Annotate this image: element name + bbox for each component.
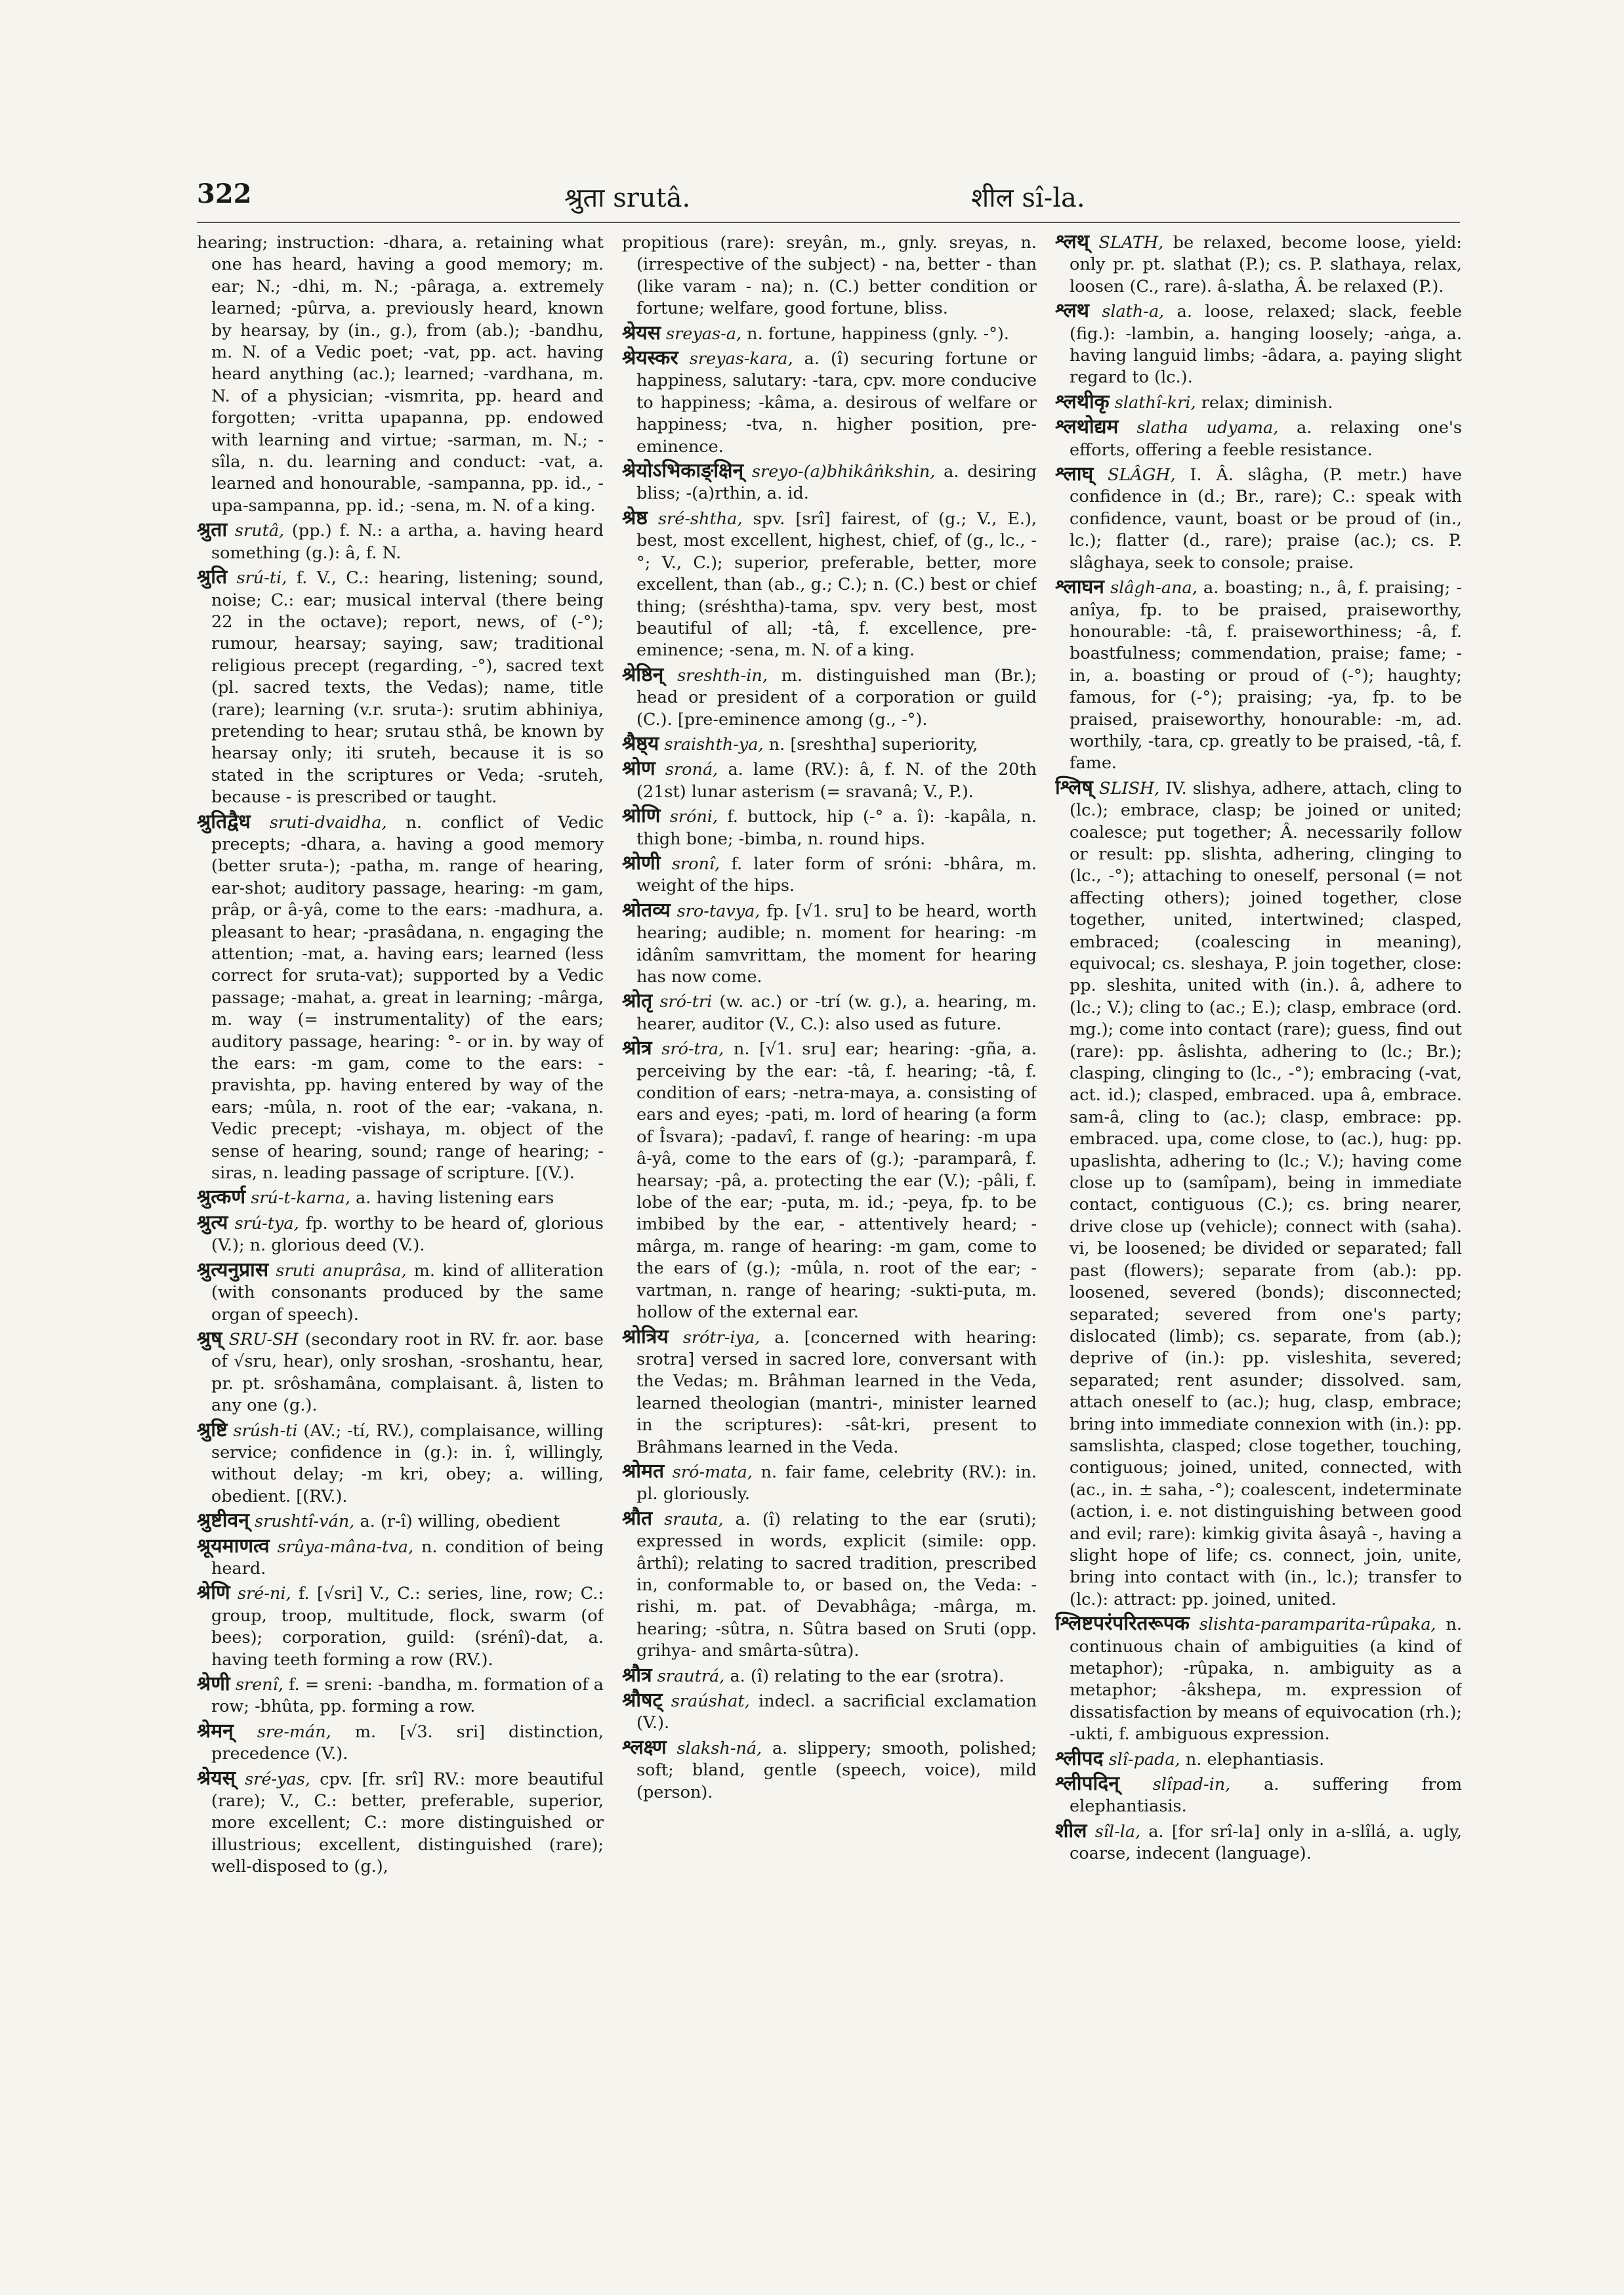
headword: श्रेयस [622, 321, 661, 344]
transliteration: srúsh-ti [233, 1420, 298, 1441]
definition: a. (î) securing fortune or happiness, salutary: -tara, cpv. more conducive to happiness; -kâma, a. desirous of welfare or happiness; -tva, n. higher position, pre-eminence. [636, 349, 1037, 457]
definition: a. (î) relating to the ear (srotra). [730, 1666, 1005, 1686]
definition: n. continuous chain of ambiguities (a kind of metaphor); -rûpaka, n. ambiguity as a metaphor; -âkshepa, m. expression of dissatisfaction by means of equivocation (rh.); -ukti, f. ambiguous expression. [1070, 1615, 1462, 1745]
left-head-word: श्रुता srutâ. [564, 183, 691, 213]
definition: n. condition of being heard. [211, 1537, 604, 1579]
column-3 [1055, 231, 1462, 2016]
headword: श्रुष् [197, 1327, 222, 1350]
definition: a. [concerned with hearing: srotra] versed in sacred lore, conversant with the Vedas; m. Brâhman learned in the Veda, learned theologian (mantri-, minister learned in the scriptures): -sât-kri, present to Brâhmans learned in the Veda. [636, 1327, 1037, 1457]
dictionary-entry [197, 519, 604, 564]
transliteration: sro-tavya, [677, 901, 760, 921]
transliteration: sróni, [669, 807, 718, 827]
right-head-word: शील sî-la. [971, 183, 1085, 213]
headword: श्लिष् [1055, 775, 1093, 799]
definition: m. distinguished man (Br.); head or president of a corporation or guild (C.). [pre-eminence among (g., -°). [636, 665, 1037, 730]
definition: n. conflict of Vedic precepts; -dhara, a. having a good memory (better sruta-); -patha, m. range of hearing, ear-shot; auditory passage, hearing: -m gam, prâp, or â-yâ, come to the ears: -madhura, a. pleasant to hear; -prasâdana, n. engaging the attention; -mat, a. having ears; learned (less correct for sruta-vat); supported by a Vedic passage; -mahat, a. great in learning; -mârga, m. way (= instrumentality) of the ears; auditory passage, hearing: °- or in. by way of the ears: -m gam, come to the ears: -pravishta, pp. having entered by way of the ears; -mûla, n. root of the ear; -vakana, n. Vedic precept; -vishaya, m. object of the sense of hearing, sound; range of hearing; -siras, n. leading passage of scripture. [(V.). [211, 812, 604, 1184]
headword: श्रोतृ [622, 989, 653, 1013]
dictionary-entry [197, 1328, 604, 1417]
definition: f. V., C.: hearing, listening; sound, noise; C.: ear; musical interval (there being 22 in the octave); report, news, of (-°); rumour, hearsay; saying, saw; traditional religious precept (regarding, -°), sacred text (pl. sacred texts, the Vedas); name, title (rare); learning (v.r. sruta-): srutim abhiniya, pretending to hear; srutau sthâ, be known by hearsay only; iti sruteh, because it is so stated in the scriptures or Veda; -sruteh, because - is prescribed or taught. [211, 568, 604, 808]
running-header [197, 176, 1460, 215]
dictionary-entry [622, 805, 1037, 850]
dictionary-entry [197, 1259, 604, 1326]
dictionary-entry [197, 231, 604, 517]
dictionary-entry [1055, 1820, 1462, 1865]
headword: श्रेणी [197, 1672, 230, 1695]
transliteration: srûya-mâna-tva, [277, 1537, 414, 1557]
definition: a. relaxing one's efforts, offering a feeble resistance. [1070, 418, 1462, 460]
definition: f. [√sri] V., C.: series, line, row; C.: group, troop, multitude, flock, swarm (of bees); corporation, guild: (srénî)-dat, a. having teeth forming a row (RV.). [211, 1584, 604, 1670]
transliteration: sreyo-(a)bhikâṅkshin, [751, 462, 936, 482]
dictionary-entry [197, 1186, 604, 1209]
dictionary-entry [1055, 1748, 1462, 1771]
transliteration: SRU-SH [228, 1329, 299, 1350]
definition: a. having listening ears [356, 1188, 554, 1209]
transliteration: slatha udyama, [1136, 418, 1279, 438]
dictionary-entry [1055, 231, 1462, 298]
transliteration: slathî-kri, [1114, 392, 1196, 413]
header-rule [197, 222, 1460, 223]
dictionary-entry [197, 1582, 604, 1671]
headword: श्रुष्टीवन् [197, 1509, 249, 1533]
headword: श्रेयोऽभिकाङ्क्षिन् [622, 459, 744, 483]
transliteration: sró-mata, [672, 1462, 753, 1482]
headword: श्रेयस्कर [622, 346, 678, 370]
dictionary-entry [1055, 391, 1462, 414]
headword: श्रुत्कर्ण [197, 1186, 246, 1209]
headword: श्रुति [197, 566, 228, 589]
dictionary-entry [622, 1508, 1037, 1663]
definition: fp. worthy to be heard of, glorious (V.); n. glorious deed (V.). [211, 1213, 604, 1256]
headword: श्लक्ष्ण [622, 1735, 667, 1759]
definition: f. = sreni: -bandha, m. formation of a row; -bhûta, pp. forming a row. [211, 1675, 604, 1717]
dictionary-entry [622, 322, 1037, 345]
headword: श्रुतिद्वैध [197, 810, 251, 833]
dictionary-entry [197, 811, 604, 1185]
headword: श्रुत्यनुप्रास [197, 1258, 269, 1281]
headword: श्लथीकृ [1055, 390, 1110, 413]
definition: cpv. [fr. srî] RV.: more beautiful (rare); V., C.: better, preferable, superior, more excellent; C.: more distinguished or illustrious; excellent, distinguished (rare); well-disposed to (g.), [211, 1769, 604, 1877]
definition: IV. slishya, adhere, attach, cling to (lc.); embrace, clasp; be joined or united; coalesce; put together; Â. necessarily follow or result: pp. slishta, adhering, clinging to (lc., -°); attaching to oneself, personal (= not affecting others); joined together, close together, united, intertwined; clasped, embraced; (coalescing in meaning), equivocal; cs. sleshaya, P. join together, close: pp. sleshita, united with (in.). â, adhere to (lc.; V.); cling to (ac.; E.); clasp, embrace (ord. mg.); come into contact (rare); guess, find out (rare): pp. âslishta, adhering to (lc.; Br.); clasping, clinging to (lc., -°); embracing (-vat, act. id.); clasped, embraced. upa â, embrace. sam-â, cling to (ac.); clasp, embrace: pp. embraced. upa, come close, to (ac.), hug: pp. upaslishta, adhering to (lc.; V.); having come close up to (samîpam), being in immediate contact, contiguous (C.); cs. bring nearer, drive close up (vehicle); connect with (saha). vi, be loosened; be divided or separated; fall past (flowers); separate from (ab.): pp. loosened, severed (bonds); disconnected; separated; severed from one's party; dislocated (limb); cs. separate, from (ab.); deprive of (in.): pp. visleshita, severed; separated; rent asunder; dissolved. sam, attach oneself to (ac.); hug, clasp, embrace; bring into immediate connexion with (in.): pp. samslishta, clasped; close together, touching, contiguous; joined, united, connected, with (ac., in. ± saha, -°); coalescent, indeterminate (action, i. e. not distinguishing between good and evil; rare): kimkig givita âsayâ -, having a slight hope of life; cs. connect, join, unite, bring into contact with (in., lc.); transfer to (lc.): attract: pp. joined, united. [1070, 778, 1462, 1609]
transliteration: SLISH, [1098, 778, 1160, 798]
headword: शील [1055, 1819, 1087, 1842]
definition: spv. [srî] fairest, of (g.; V., E.), best, most excellent, highest, chief, of (g., lc., -°; V., C.); superior, preferable, better, more excellent, than (ab., g.; C.); n. (C.) best or chief thing; (sréshtha)-tama, spv. very best, most beautiful of all; -tâ, f. excellence, pre-eminence; -sena, m. N. of a king. [636, 508, 1037, 661]
dictionary-entry [197, 566, 604, 808]
transliteration: srenî, [235, 1675, 283, 1695]
transliteration: srushtî-ván, [254, 1512, 355, 1532]
headword: श्लीपदिन् [1055, 1772, 1119, 1796]
dictionary-entry [197, 1212, 604, 1257]
definition: a. loose, relaxed; slack, feeble (fig.): -lambin, a. hanging loosely; -aṅga, a. having languid limbs; -âdara, a. paying slight regard to (lc.). [1070, 302, 1462, 388]
headword: श्रौत्र [622, 1663, 652, 1687]
definition: a. (î) relating to the ear (sruti); expressed in words, explicit (simile: opp. ârthî); relating to sacred tradition, prescribed in, conformable to, or based on, the Veda: -rishi, m. pat. of Devabhâga; -mârga, m. hearing; -sûtra, n. Sûtra based on Sruti (opp. grihya- and smârta-sûtra). [636, 1509, 1037, 1661]
definition: a. boasting; n., â, f. praising; -anîya, fp. to be praised, praiseworthy, honourable: -tâ, f. praiseworthiness; -â, f. boastfulness; commendation, praise; fame; -in, a. boasting or proud of (-°); haughty; famous, for (-°); praising; -ya, fp. to be praised, praiseworthy, honourable: -m, ad. worthily, -tara, cp. greatly to be praised, -tâ, f. fame. [1070, 578, 1462, 774]
dictionary-entry [622, 231, 1037, 320]
dictionary-entry [622, 1689, 1037, 1735]
dictionary-entry [197, 1510, 604, 1533]
headword: श्लथोद्यम [1055, 415, 1119, 439]
headword: श्रौषट् [622, 1689, 663, 1712]
transliteration: srutâ, [234, 521, 285, 541]
dictionary-entry [622, 733, 1037, 756]
definition: indecl. a sacrificial exclamation (V.). [636, 1691, 1037, 1733]
dictionary-entry [622, 1737, 1037, 1804]
definition: f. later form of sróni: -bhâra, m. weight of the hips. [636, 854, 1037, 896]
definition: (secondary root in RV. fr. aor. base of √sru, hear), only sroshan, -sroshantu, hear, pr. pt. srôshamâna, complaisant. â, listen to any one (g.). [211, 1329, 604, 1416]
definition: (w. ac.) or -trí (w. g.), a. hearing, m. hearer, auditor (V., C.): also used as future. [636, 992, 1037, 1034]
headword: श्लथ [1055, 299, 1089, 323]
column-2 [622, 231, 1037, 2016]
transliteration: sîl-la, [1094, 1821, 1141, 1842]
transliteration: slishta-paramparita-rûpaka, [1199, 1615, 1436, 1635]
definition: n. elephantiasis. [1185, 1749, 1325, 1769]
headword: श्रोण [622, 757, 656, 781]
dictionary-entry [622, 899, 1037, 989]
transliteration: sronî, [671, 854, 720, 874]
dictionary-entry [622, 1664, 1037, 1687]
headword: श्रेमन् [197, 1719, 234, 1743]
transliteration: sré-yas, [245, 1769, 310, 1789]
transliteration: slîpad-in, [1152, 1775, 1231, 1795]
transliteration: slâgh-ana, [1110, 578, 1197, 598]
definition: propitious (rare): sreyân, m., gnly. sreyas, n. (irrespective of the subject) - na, better - than (like varam - na); n. (C.) better condition or fortune; welfare, good fortune, bliss. [622, 233, 1037, 319]
transliteration: srú-t-karna, [251, 1188, 350, 1209]
dictionary-entry [622, 664, 1037, 731]
definition: a. (r-î) willing, obedient [360, 1512, 560, 1532]
headword: श्रोत्रिय [622, 1325, 669, 1348]
definition: n. fair fame, celebrity (RV.): in. pl. gloriously. [636, 1462, 1037, 1504]
transliteration: sre-mán, [257, 1722, 331, 1742]
dictionary-entry [622, 347, 1037, 458]
transliteration: slî-pada, [1108, 1749, 1180, 1769]
dictionary-entry [197, 1720, 604, 1766]
headword: श्लाघ् [1055, 463, 1094, 486]
transliteration: sreyas-kara, [689, 349, 793, 369]
headword: श्लीपद [1055, 1747, 1104, 1770]
transliteration: sró-tri [659, 992, 713, 1012]
transliteration: sró-tra, [661, 1039, 724, 1060]
dictionary-entry [622, 758, 1037, 803]
headword: श्रोत्र [622, 1037, 652, 1060]
page-number: 322 [197, 178, 252, 209]
headword: श्लथ् [1055, 231, 1089, 253]
dictionary-entry [1055, 463, 1462, 574]
dictionary-entry [622, 1326, 1037, 1458]
transliteration: sraishth-ya, [664, 734, 764, 755]
dictionary-entry [1055, 416, 1462, 461]
definition: hearing; instruction: -dhara, a. retaining what one has heard, having a good memory; m. ear; N.; -dhi, m. N.; -pâraga, a. extremely learned; -pûrva, a. previously heard, known by hearsay, by (in., g.), from (ab.); -bandhu, m. N. of a Vedic poet; -vat, pp. act. having heard anything (ac.); learned; -vardhana, m. N. of a physician; -vismrita, pp. heard and forgotten; -vritta upapanna, pp. endowed with learning and virtue; -sarman, m. N.; -sîla, n. du. learning and conduct: -vat, a. learned and honourable, -sampanna, pp. id., -upa-sampanna, pp. id.; -sena, m. N. of a king. [197, 233, 604, 516]
headword: श्रौत [622, 1506, 653, 1530]
transliteration: sruti anuprâsa, [276, 1260, 407, 1281]
dictionary-entry [1055, 300, 1462, 389]
definition: (AV.; -tí, RV.), complaisance, willing service; confidence in (g.): in. î, willingly, without delay; -m kri, obey; a. willing, obedient. [(RV.). [211, 1420, 604, 1506]
headword: श्रुता [197, 518, 228, 542]
headword: श्रेयस् [197, 1766, 236, 1790]
headword: श्रोमत [622, 1459, 665, 1483]
definition: n. [sreshtha] superiority, [768, 734, 978, 755]
column-1 [197, 231, 604, 2016]
transliteration: sraúshat, [671, 1691, 750, 1711]
transliteration: srautrá, [657, 1666, 725, 1686]
dictionary-entry [622, 852, 1037, 898]
transliteration: srú-ti, [236, 568, 287, 589]
definition: n. fortune, happiness (gnly. -°). [747, 323, 1009, 344]
headword: श्रुत्य [197, 1210, 228, 1234]
dictionary-entry [197, 1768, 604, 1878]
definition: (pp.) f. N.: a artha, a. having heard something (g.): â, f. N. [211, 521, 604, 563]
transliteration: sreshth-in, [677, 665, 768, 686]
dictionary-entry [197, 1673, 604, 1718]
transliteration: slaksh-ná, [677, 1738, 762, 1758]
dictionary-entry [622, 460, 1037, 505]
headword: श्लिष्टपरंपरितरूपक [1055, 1612, 1190, 1636]
definition: a. desiring bliss; -(a)rthin, a. id. [636, 462, 1037, 504]
transliteration: SLÂGH, [1108, 465, 1176, 486]
transliteration: sreyas-a, [666, 323, 742, 344]
dictionary-entry [622, 1037, 1037, 1323]
definition: relax; diminish. [1201, 392, 1333, 413]
definition: m. [√3. sri] distinction, precedence (V.). [211, 1722, 604, 1764]
transliteration: srótr-iya, [682, 1327, 760, 1348]
definition: f. buttock, hip (-° a. î): -kapâla, n. thigh bone; -bimba, n. round hips. [636, 807, 1037, 849]
dictionary-entry [1055, 777, 1462, 1611]
dictionary-entry [1055, 576, 1462, 775]
transliteration: srauta, [664, 1509, 724, 1529]
dictionary-entry [622, 1460, 1037, 1506]
headword: श्रेष्ठिन् [622, 663, 664, 686]
transliteration: sroná, [665, 760, 718, 780]
headword: श्रेणि [197, 1581, 230, 1605]
dictionary-entry [1055, 1773, 1462, 1818]
transliteration: srú-tya, [234, 1213, 299, 1233]
transliteration: sré-ni, [238, 1584, 291, 1604]
definition: n. [√1. sru] ear; hearing: -gña, a. perceiving by the ear: -tâ, f. hearing; -tâ, f. condition of ears; -netra-maya, a. consisting of ears and eyes; -pati, m. lord of hearing (a form of Îsvara); -padavî, f. range of hearing: -m upa â-yâ, come to the ears of (g.); -paramparâ, f. hearsay; -pâ, a. protecting the ear (V.); -pâli, f. lobe of the ear; -puta, m. id.; -peya, fp. to be imbibed by the ear, - attentively heard; -mârga, m. range of hearing: -m gam, come to the ears of (g.); -mûla, n. root of the ear; -vartman, n. range of hearing; -sukti-puta, m. hollow of the external ear. [636, 1039, 1037, 1323]
dictionary-entry [622, 507, 1037, 662]
definition: a. slippery; smooth, polished; soft; bland, gentle (speech, voice), mild (person). [636, 1738, 1037, 1802]
definition: m. kind of alliteration (with consonants produced by the same organ of speech). [211, 1260, 604, 1325]
definition: a. lame (RV.): â, f. N. of the 20th (21st) lunar asterism (= sravanâ; V., P.). [636, 760, 1037, 802]
headword: श्रूयमाणत्व [197, 1534, 270, 1558]
headword: श्लाघन [1055, 575, 1104, 599]
headword: श्रेष्ठ [622, 506, 648, 529]
definition: be relaxed, become loose, yield: only pr. pt. slathat (P.); cs. P. slathaya, relax, loosen (C., rare). â-slatha, Â. be relaxed (P.). [1070, 233, 1462, 297]
definition: a. [for srî-la] only in a-slîlá, a. ugly, coarse, indecent (language). [1070, 1821, 1462, 1864]
dictionary-entry [197, 1419, 604, 1508]
dictionary-entry [197, 1535, 604, 1581]
headword: श्रुष्टि [197, 1418, 228, 1441]
headword: श्रोणी [622, 851, 661, 875]
definition: a. suffering from elephantiasis. [1070, 1775, 1462, 1817]
transliteration: sré-shtha, [657, 508, 743, 529]
headword: श्रैष्ठ्य [622, 732, 659, 755]
headword: श्रोणि [622, 804, 661, 828]
transliteration: sruti-dvaidha, [269, 812, 387, 833]
dictionary-entry [1055, 1613, 1462, 1745]
headword: श्रोतव्य [622, 898, 671, 922]
transliteration: SLATH, [1098, 233, 1164, 253]
definition: fp. [√1. sru] to be heard, worth hearing; audible; n. moment for hearing: -m idânîm samvrittam, the moment for hearing has now come. [636, 901, 1037, 987]
dictionary-entry [622, 990, 1037, 1035]
definition: I. Â. slâgha, (P. metr.) have confidence in (d.; Br., rare); C.: speak with confidence, vaunt, boast or be proud of (in., lc.); flatter (d., rare); praise (ac.); cs. P. slâghaya, seek to console; praise. [1070, 465, 1462, 573]
transliteration: slath-a, [1102, 302, 1165, 322]
